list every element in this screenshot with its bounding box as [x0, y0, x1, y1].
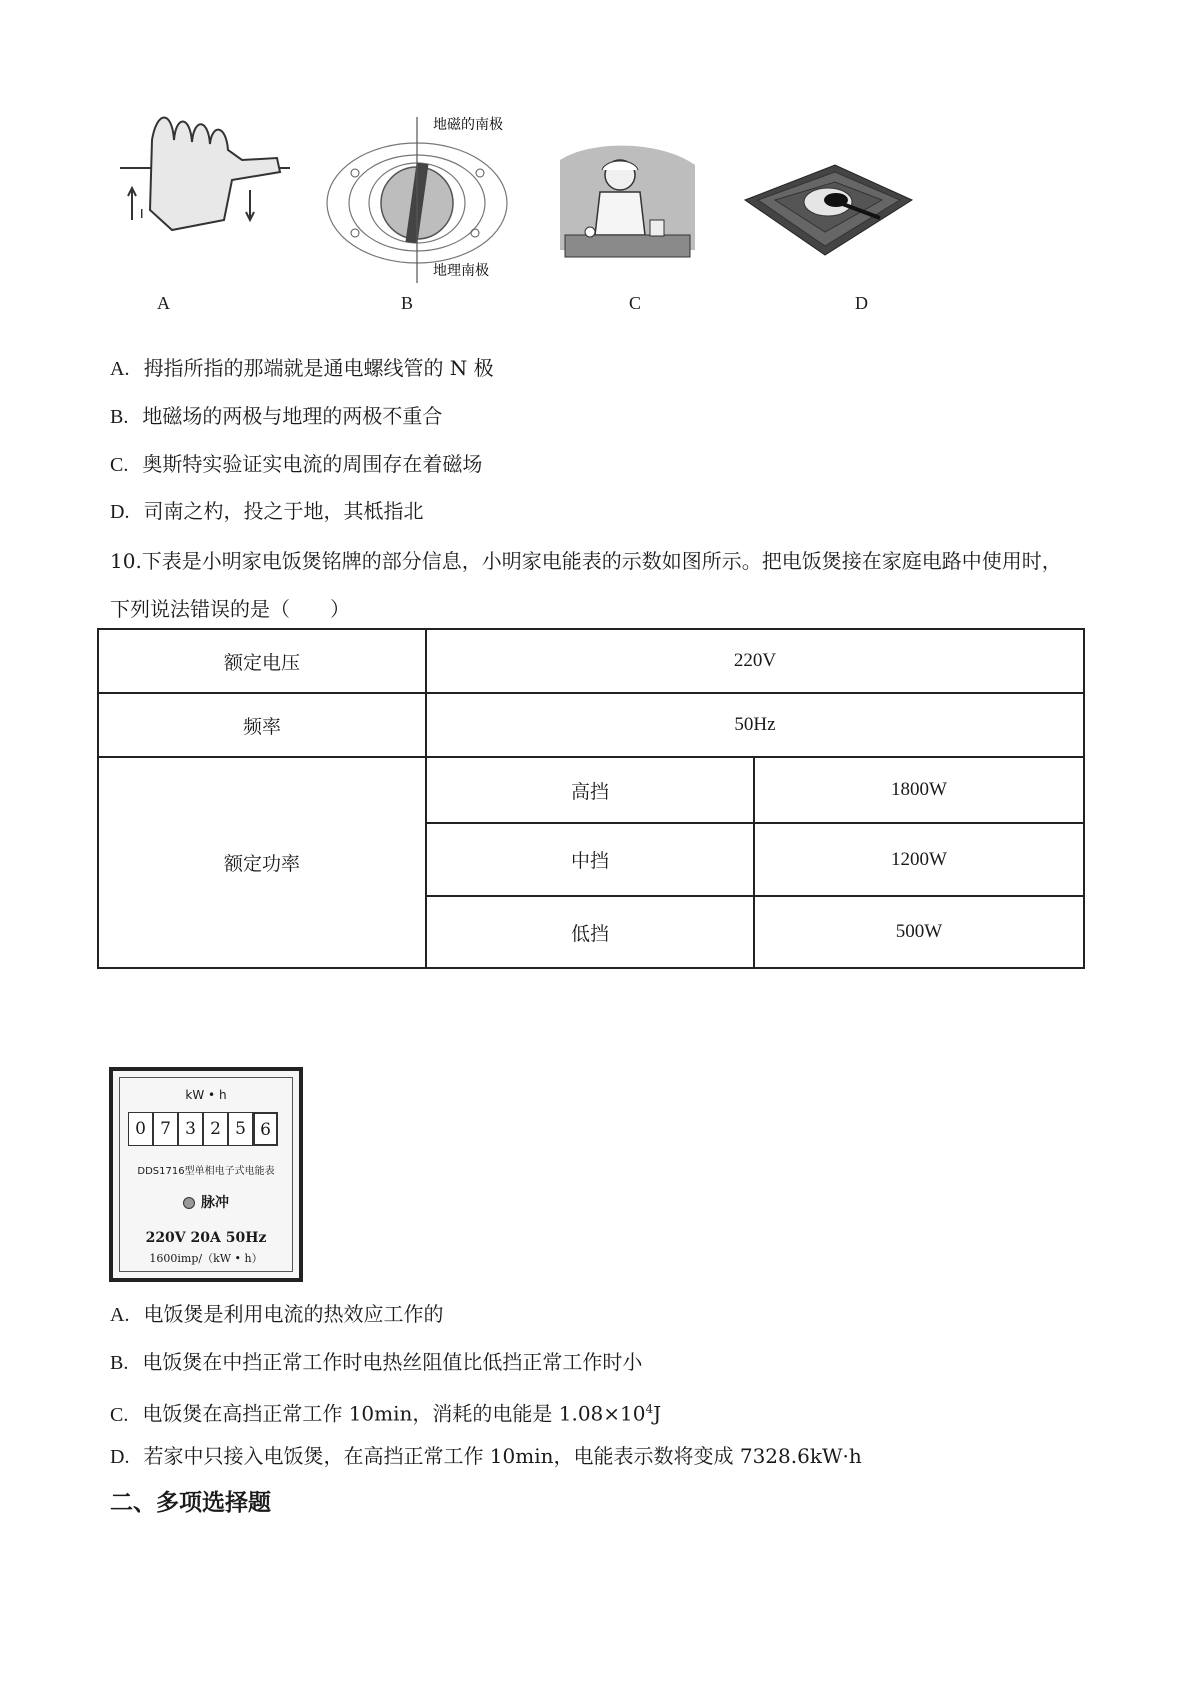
option-key: C. — [110, 1403, 129, 1426]
option-key: A. — [110, 358, 130, 380]
option-exponent: 4 — [645, 1402, 654, 1416]
option-key: D. — [110, 1446, 130, 1468]
energy-meter-figure — [109, 1067, 303, 1282]
figure-b-south-label: 地理南极 — [433, 263, 489, 279]
voltage-value: 220V — [426, 629, 1084, 693]
option-text: 奥斯特实验证实电流的周围存在着磁场 — [142, 452, 483, 476]
table-row — [98, 757, 1084, 823]
figure-b-north-label: 地磁的南极 — [433, 117, 503, 133]
voltage-label: 额定电压 — [98, 629, 426, 693]
q10-option-c — [110, 1395, 661, 1429]
figure-label-b: B — [401, 293, 414, 313]
option-key: D. — [110, 501, 130, 523]
q9-option-d — [110, 497, 423, 526]
q10-option-b — [110, 1348, 642, 1377]
meter-unit: kW • h — [185, 1088, 227, 1102]
figure-b-earth-magnetic-field — [325, 115, 525, 289]
option-key: B. — [110, 1352, 129, 1374]
figure-label-c: C — [629, 293, 642, 313]
option-unit: J — [653, 1401, 662, 1426]
meter-digit: 0 — [128, 1112, 153, 1146]
q10-option-a — [110, 1300, 443, 1329]
figure-label-d: D — [855, 293, 868, 313]
option-text: 司南之杓，投之于地，其柢指北 — [143, 499, 424, 523]
power-label: 额定功率 — [98, 757, 426, 968]
mid-value: 1200W — [754, 823, 1084, 896]
meter-pulse-label: 脉冲 — [201, 1195, 229, 1211]
figure-d-sinan-compass — [740, 160, 915, 264]
q9-option-b — [110, 402, 442, 431]
low-value: 500W — [754, 896, 1084, 968]
meter-rating: 220V 20A 50Hz — [145, 1230, 267, 1246]
mid-label: 中挡 — [426, 823, 754, 896]
rice-cooker-spec-table — [97, 628, 1085, 969]
figure-a-solenoid-hand — [112, 100, 292, 254]
pulse-indicator-icon — [183, 1197, 195, 1209]
q9-option-a — [110, 354, 494, 383]
table-row — [98, 629, 1084, 693]
freq-value: 50Hz — [426, 693, 1084, 757]
svg-text:I: I — [140, 207, 144, 221]
meter-digit: 3 — [178, 1112, 203, 1146]
option-text: 电饭煲是利用电流的热效应工作的 — [143, 1302, 444, 1326]
option-key: B. — [110, 406, 129, 428]
low-label: 低挡 — [426, 896, 754, 968]
option-text: 拇指所指的那端就是通电螺线管的 N 极 — [143, 356, 494, 380]
meter-digit: 5 — [228, 1112, 253, 1146]
q10-option-d — [110, 1442, 862, 1471]
meter-digit-decimal: 6 — [253, 1112, 278, 1146]
section-title: 二、多项选择题 — [110, 1490, 271, 1516]
high-value: 1800W — [754, 757, 1084, 823]
high-label: 高挡 — [426, 757, 754, 823]
option-text: 地磁场的两极与地理的两极不重合 — [142, 404, 443, 428]
meter-digit: 2 — [203, 1112, 228, 1146]
q9-option-c — [110, 450, 482, 479]
figure-c-oersted-experiment — [550, 140, 700, 274]
option-text: 电饭煲在中挡正常工作时电热丝阻值比低挡正常工作时小 — [142, 1350, 643, 1374]
option-key: C. — [110, 454, 129, 476]
q10-stem-line2: 下列说法错误的是（ ） — [110, 597, 350, 621]
meter-digit: 7 — [153, 1112, 178, 1146]
meter-face — [119, 1077, 293, 1272]
freq-label: 频率 — [98, 693, 426, 757]
meter-model: DDS1716型单相电子式电能表 — [137, 1166, 275, 1177]
option-text: 电饭煲在高挡正常工作 10min，消耗的电能是 1.08×10 — [142, 1401, 646, 1426]
meter-pulse — [120, 1192, 292, 1212]
option-key: A. — [110, 1304, 130, 1326]
meter-digits — [128, 1112, 278, 1146]
meter-imp: 1600imp/（kW • h） — [149, 1252, 263, 1265]
table-row — [98, 693, 1084, 757]
q10-stem-line1: 10.下表是小明家电饭煲铭牌的部分信息，小明家电能表的示数如图所示。把电饭煲接在家庭电路中使用时， — [110, 549, 1062, 573]
option-text: 若家中只接入电饭煲，在高挡正常工作 10min，电能表示数将变成 7328.6kW·h — [143, 1444, 862, 1468]
figure-label-a: A — [157, 293, 170, 313]
